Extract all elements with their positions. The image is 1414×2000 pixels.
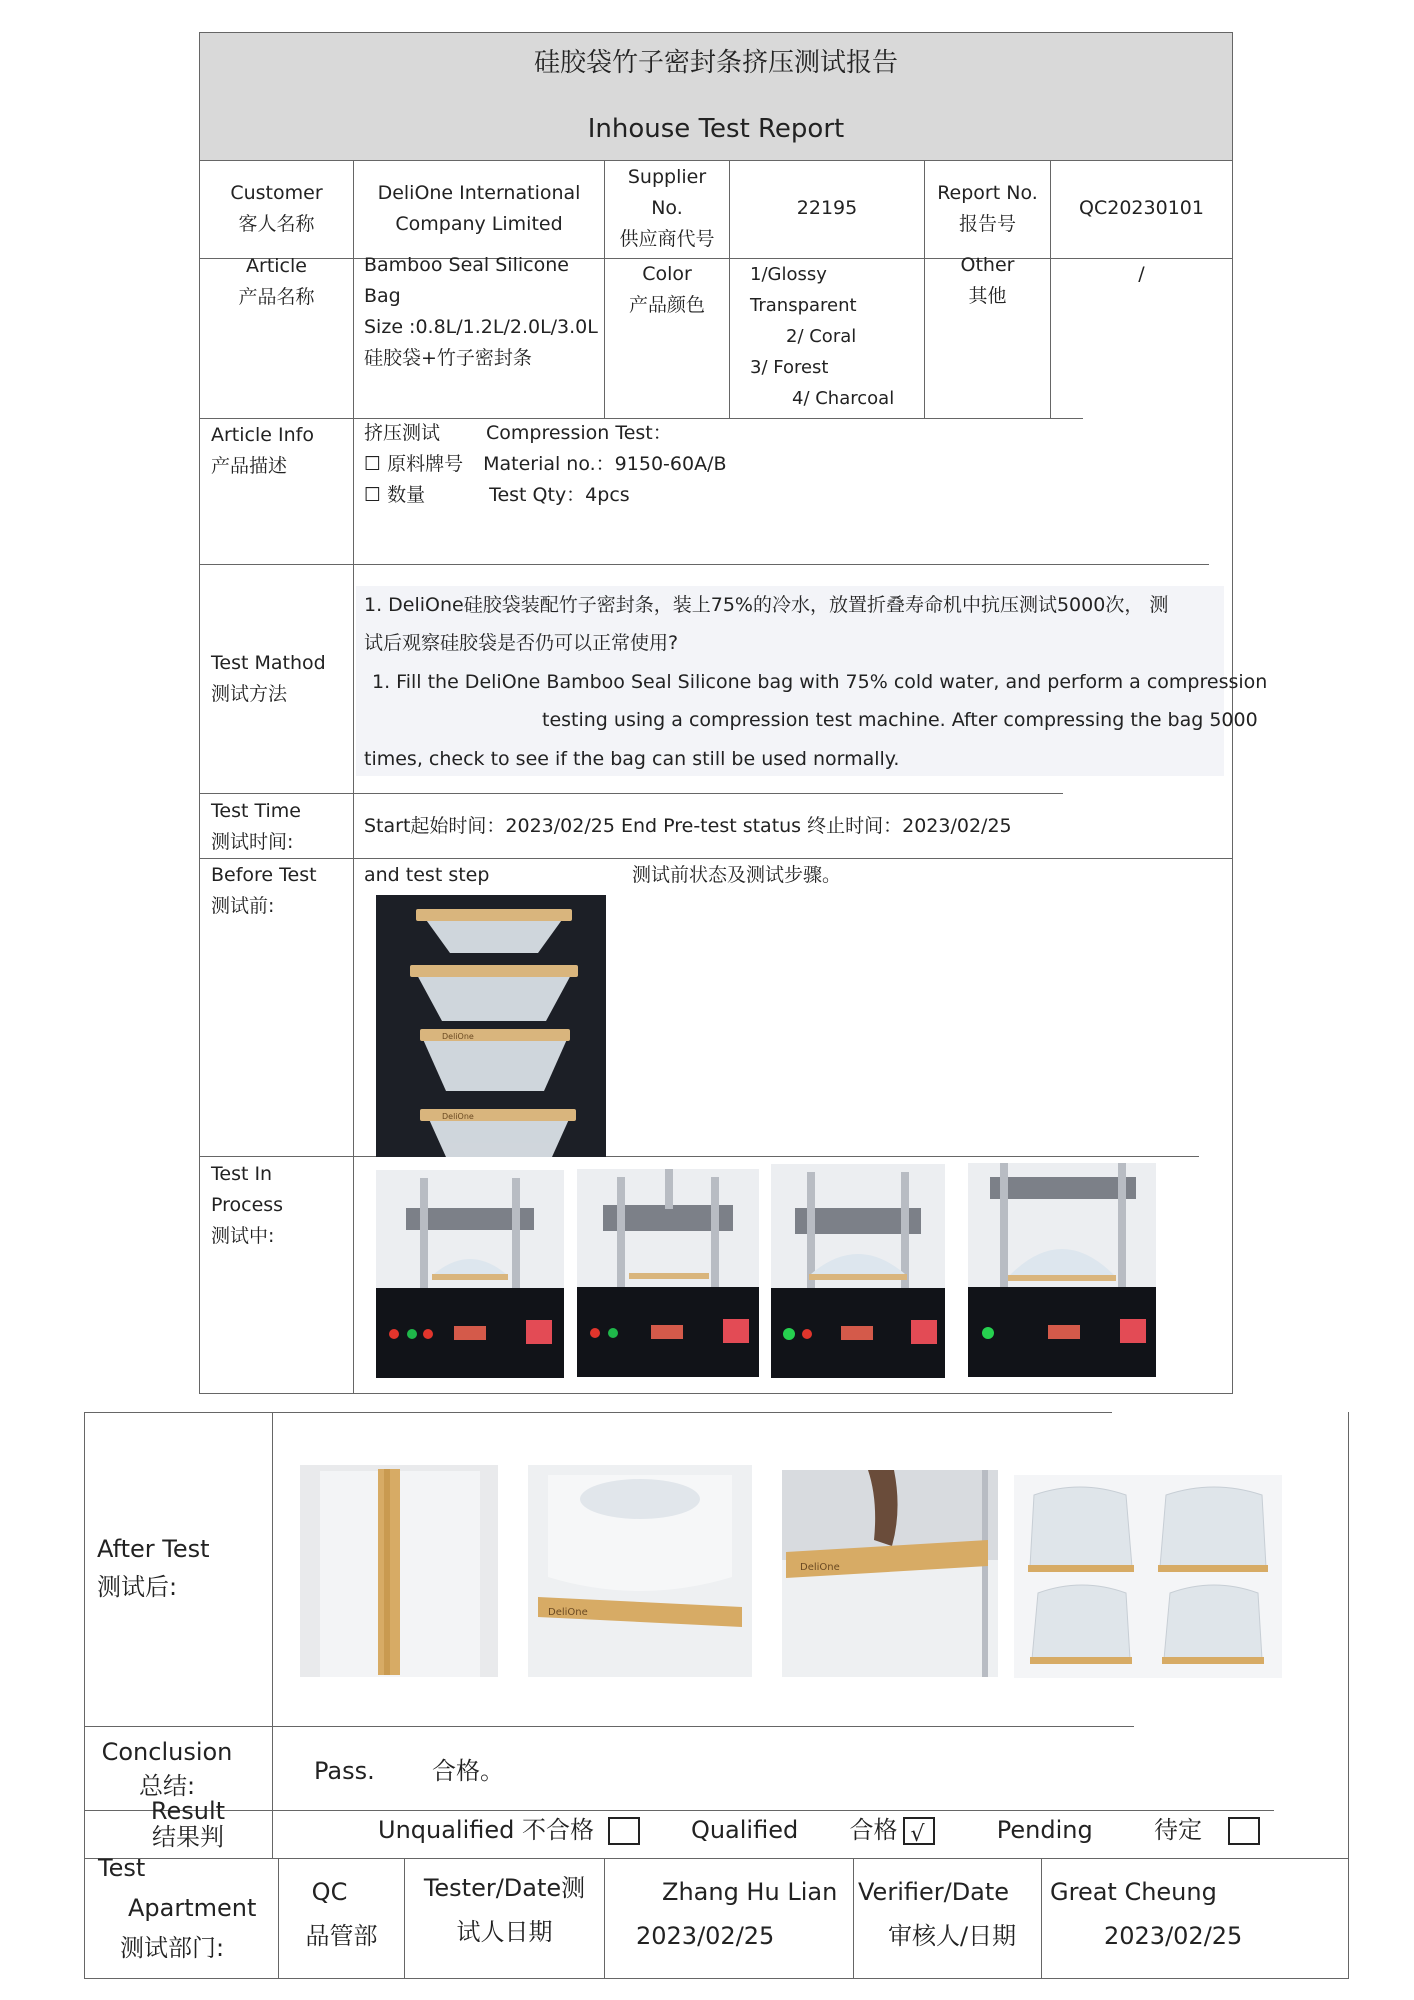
dept-label: Test Apartment 测试部门: [98,1854,257,1962]
result-pending-cn: 待定 [1154,1816,1202,1844]
result-label: Result 结果判 [150,1797,226,1851]
in-process-photo-3 [771,1164,945,1378]
in-process-photo-1 [376,1170,564,1378]
customer-label: Customer 客人名称 [230,182,323,235]
after-test-photo-4 [1014,1475,1282,1678]
pending-checkbox[interactable] [1228,1817,1260,1845]
svg-text:DeliOne: DeliOne [442,1112,474,1121]
test-method-line-4: testing using a compression test machine. After compressing the bag 5000 [542,709,1258,731]
customer-value: DeliOne International Company Limited [377,182,581,235]
article-value: Bamboo Seal Silicone Bag Size :0.8L/1.2L/2.0L/3.0L 硅胶袋+竹子密封条 [364,254,598,369]
supplier-label: Supplier No. 供应商代号 [619,166,715,250]
verifier-value: Great Cheung 2023/02/25 [1050,1878,1243,1950]
svg-text:DeliOne: DeliOne [800,1562,840,1573]
dept-value: QC 品管部 [305,1878,378,1950]
conclusion-label: Conclusion 总结: [101,1738,233,1800]
after-test-photo-1 [300,1465,498,1677]
other-value: / [1138,263,1145,285]
result-unqualified-label: Unqualified 不合格 [378,1816,595,1844]
report-no-label: Report No. 报告号 [937,182,1038,235]
test-method-line-3: 1. Fill the DeliOne Bamboo Seal Silicone bag with 75% cold water, and perform a compression [372,671,1268,693]
qualified-checkbox[interactable] [903,1817,935,1845]
before-test-step-en: and test step [364,864,490,886]
article-info-lines: 挤压测试 Compression Test： ☐ 原料牌号 Material no.：9150-60A/B ☐ 数量 Test Qty：4pcs [364,422,727,506]
color-value: 1/Glossy Transparent 2/ Coral 3/ Forest 4/ Charcoal [750,264,895,409]
unqualified-checkbox[interactable] [608,1817,640,1845]
result-qualified-label: Qualified [690,1816,799,1844]
test-method-label: Test Mathod 测试方法 [211,652,326,705]
after-test-photo-3 [782,1470,998,1677]
before-test-label: Before Test 测试前: [211,864,317,917]
svg-text:DeliOne: DeliOne [442,1032,474,1041]
color-label: Color 产品颜色 [628,263,705,316]
tester-value: Zhang Hu Lian 2023/02/25 [636,1878,838,1950]
result-pending-label: Pending [996,1816,1093,1844]
result-options [378,1810,1260,1850]
conclusion-value-en: Pass. [314,1757,375,1785]
result-qualified-cn: 合格 [849,1816,898,1844]
supplier-value: 22195 [796,197,858,219]
report-title-cn: 硅胶袋竹子密封条挤压测试报告 [533,48,898,78]
article-info-label: Article Info 产品描述 [211,424,314,477]
conclusion-value-cn: 合格。 [432,1757,504,1785]
after-test-photo-2 [528,1465,752,1677]
test-method-line-2: 试后观察硅胶袋是否仍可以正常使用? [364,632,679,654]
in-process-photo-2 [577,1169,759,1377]
test-method-line-5: times, check to see if the bag can still be used normally. [364,748,900,770]
test-time-value: Start起始时间：2023/02/25 End Pre-test status 终止时间：2023/02/25 [364,815,1012,837]
test-time-label: Test Time 测试时间: [211,800,301,853]
report-no-value: QC20230101 [1079,197,1204,219]
verifier-label: Verifier/Date 审核人/日期 [858,1878,1017,1950]
article-label: Article 产品名称 [238,255,315,308]
other-label: Other 其他 [960,254,1015,307]
svg-text:DeliOne: DeliOne [548,1607,588,1618]
after-test-label: After Test 测试后: [97,1535,210,1601]
in-process-label: Test In Process 测试中: [211,1163,284,1247]
report-title-en: Inhouse Test Report [587,114,845,144]
in-process-photo-4 [968,1163,1156,1377]
test-method-line-1: 1. DeliOne硅胶袋装配竹子密封条，装上75%的冷水，放置折叠寿命机中抗压测试5000次， 测 [364,594,1169,616]
before-test-step-cn: 测试前状态及测试步骤。 [632,864,842,886]
tester-label: Tester/Date测 试人日期 [423,1874,586,1946]
before-test-photo [376,895,606,1157]
